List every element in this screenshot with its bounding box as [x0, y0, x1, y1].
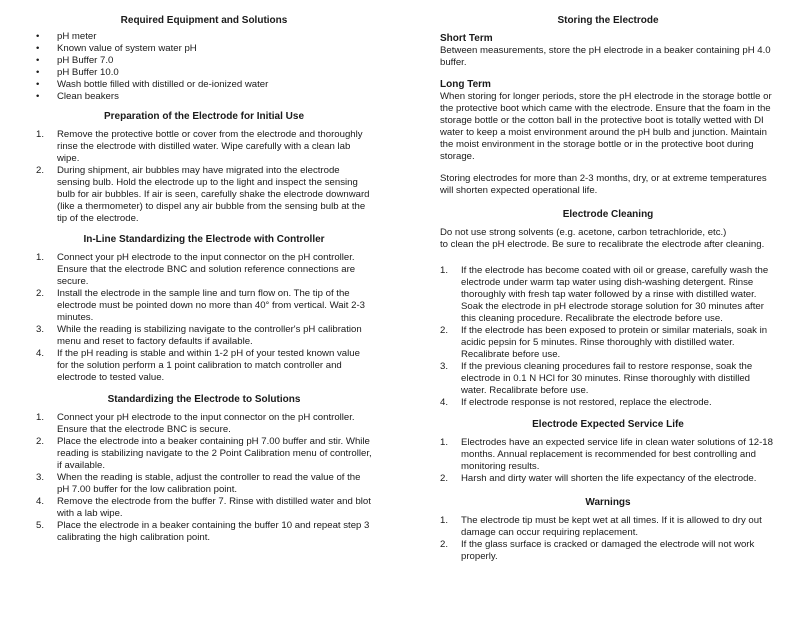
list-item: 1. Electrodes have an expected service life in clean water solutions of 12-18 months. Annual replacement is recommended for best controlling and monitoring results.: [440, 437, 773, 472]
list-item: 1. The electrode tip must be kept wet at all times. If it is allowed to dry out damage can occur requiring replacement.: [440, 515, 762, 538]
list-item: 3. When the reading is stable, adjust the controller to read the value of the pH 7.00 buffer for the low calibration point.: [36, 472, 361, 495]
list-item: 4. If electrode response is not restored, replace the electrode.: [440, 397, 712, 408]
list-item: • Clean beakers: [36, 91, 119, 102]
section-title: Storing the Electrode: [557, 15, 659, 26]
list-item: 1. Connect your pH electrode to the input connector on the pH controller. Ensure that the electrode BNC is secure.: [36, 412, 355, 435]
bullet-icon: •: [36, 67, 40, 78]
long-term-text: When storing for longer periods, store the pH electrode in the storage bottle or the protective boot which came with the electrode. Ensure that the foam in the storage bottle or the cotton ball in the protective boot is totally wetted with DI water to keep a moist environment around the pH bulb and junction. Maintain the moist environment in the storage bottle or in the protective boot during storage.: [440, 91, 772, 162]
cleaning-steps: [440, 265, 776, 409]
long-term-heading: Long Term: [440, 79, 491, 90]
list-item: • Wash bottle filled with distilled or de-ionized water: [36, 79, 269, 90]
inline-standardizing-section: [36, 234, 372, 384]
section-title: Warnings: [585, 497, 631, 508]
service-life-section: [440, 419, 776, 485]
list-item: 5. Place the electrode in a beaker containing the buffer 10 and repeat step 3 calibrating the high calibration point.: [36, 520, 370, 543]
list-item: 2. Place the electrode into a beaker containing pH 7.00 buffer and stir. While reading is stabilizing navigate to the 2 Point Calibration menu of controller, if available.: [36, 436, 372, 471]
section-title: Standardizing the Electrode to Solutions: [107, 394, 301, 405]
list-item: 3. While the reading is stabilizing navigate to the controller's pH calibration menu and reset to factory defaults if available.: [36, 324, 362, 347]
warnings-list: [440, 515, 776, 563]
list-item: • pH meter: [36, 31, 97, 42]
list-item: • pH Buffer 7.0: [36, 55, 114, 66]
solutions-steps: [36, 412, 372, 544]
list-item: 2. During shipment, air bubbles may have migrated into the electrode sensing bulb. Hold the electrode up to the light and inspect the sensing bulb for air bubbles. If air is seen, carefully shake the electrode downward (like a thermometer) to dispel any air bubble from the sensing bulb at the tip of the electrode.: [36, 165, 370, 224]
bullet-icon: •: [36, 55, 40, 66]
list-item: • Known value of system water pH: [36, 43, 197, 54]
warnings-section: [440, 497, 776, 563]
list-item: 2. If the glass surface is cracked or damaged the electrode will not work properly.: [440, 539, 755, 562]
inline-steps: [36, 252, 372, 384]
service-life-list: [440, 437, 776, 485]
short-term-heading: Short Term: [440, 33, 493, 44]
bullet-icon: •: [36, 31, 40, 42]
list-item: 1. Remove the protective bottle or cover from the electrode and thoroughly rinse the electrode with distilled water. Wipe carefully with a clean lab wipe.: [36, 129, 363, 164]
bullet-icon: •: [36, 79, 40, 90]
list-item: 1. If the electrode has become coated with oil or grease, carefully wash the electrode under warm tap water using dish-washing detergent. Rinse thoroughly with fresh tap water followed by a rinse with distilled water. Soak the electrode in pH electrode storage solution for 30 minutes after this cleaning procedure. Recalibrate the electrode before use.: [440, 265, 769, 324]
list-item: 4. Remove the electrode from the buffer 7. Rinse with distilled water and blot with a lab wipe.: [36, 496, 371, 519]
solutions-standardizing-section: [36, 394, 372, 544]
extreme-storage-text: Storing electrodes for more than 2-3 months, dry, or at extreme temperatures will shorten expected operational life.: [440, 173, 767, 196]
cleaning-intro-line: Do not use strong solvents (e.g. acetone, carbon tetrachloride, etc.): [440, 227, 727, 238]
bullet-icon: •: [36, 43, 40, 54]
list-item: 4. If the pH reading is stable and within 1-2 pH of your tested known value for the solution perform a 1 point calibration to match controller and electrode to tested value.: [36, 348, 360, 383]
short-term-text: Between measurements, store the pH electrode in a beaker containing pH 4.0 buffer.: [440, 45, 771, 68]
equipment-list: [36, 31, 372, 103]
section-title: Electrode Cleaning: [562, 209, 654, 220]
section-title: Required Equipment and Solutions: [120, 15, 288, 26]
storing-section: [440, 15, 776, 197]
left-column: [36, 15, 372, 544]
list-item: 2. Install the electrode in the sample line and turn flow on. The tip of the electrode must be pointed down no more than 40° from vertical. Wait 2-3 minutes.: [36, 288, 365, 323]
section-title: In-Line Standardizing the Electrode with Controller: [83, 234, 325, 245]
cleaning-section: [440, 209, 776, 409]
section-title: Electrode Expected Service Life: [532, 419, 684, 430]
list-item: 2. If the electrode has been exposed to protein or similar materials, soak in acidic pepsin for 5 minutes. Rinse thoroughly with distilled water. Recalibrate before use.: [440, 325, 768, 360]
preparation-steps: [36, 129, 372, 225]
cleaning-intro-line: to clean the pH electrode. Be sure to recalibrate the electrode after cleaning.: [440, 239, 765, 250]
list-item: 3. If the previous cleaning procedures fail to restore response, soak the electrode in 0.1 N HCl for 30 minutes. Rinse thoroughly with distilled water. Recalibrate before use.: [440, 361, 753, 396]
list-item: 1. Connect your pH electrode to the input connector on the pH controller. Ensure that the electrode BNC and solution reference connections are secure.: [36, 252, 356, 287]
bullet-icon: •: [36, 91, 40, 102]
required-equipment-section: [36, 15, 372, 103]
list-item: 2. Harsh and dirty water will shorten the life expectancy of the electrode.: [440, 473, 757, 484]
section-title: Preparation of the Electrode for Initial Use: [103, 111, 305, 122]
right-column: [440, 15, 776, 563]
list-item: • pH Buffer 10.0: [36, 67, 119, 78]
preparation-section: [36, 111, 372, 225]
